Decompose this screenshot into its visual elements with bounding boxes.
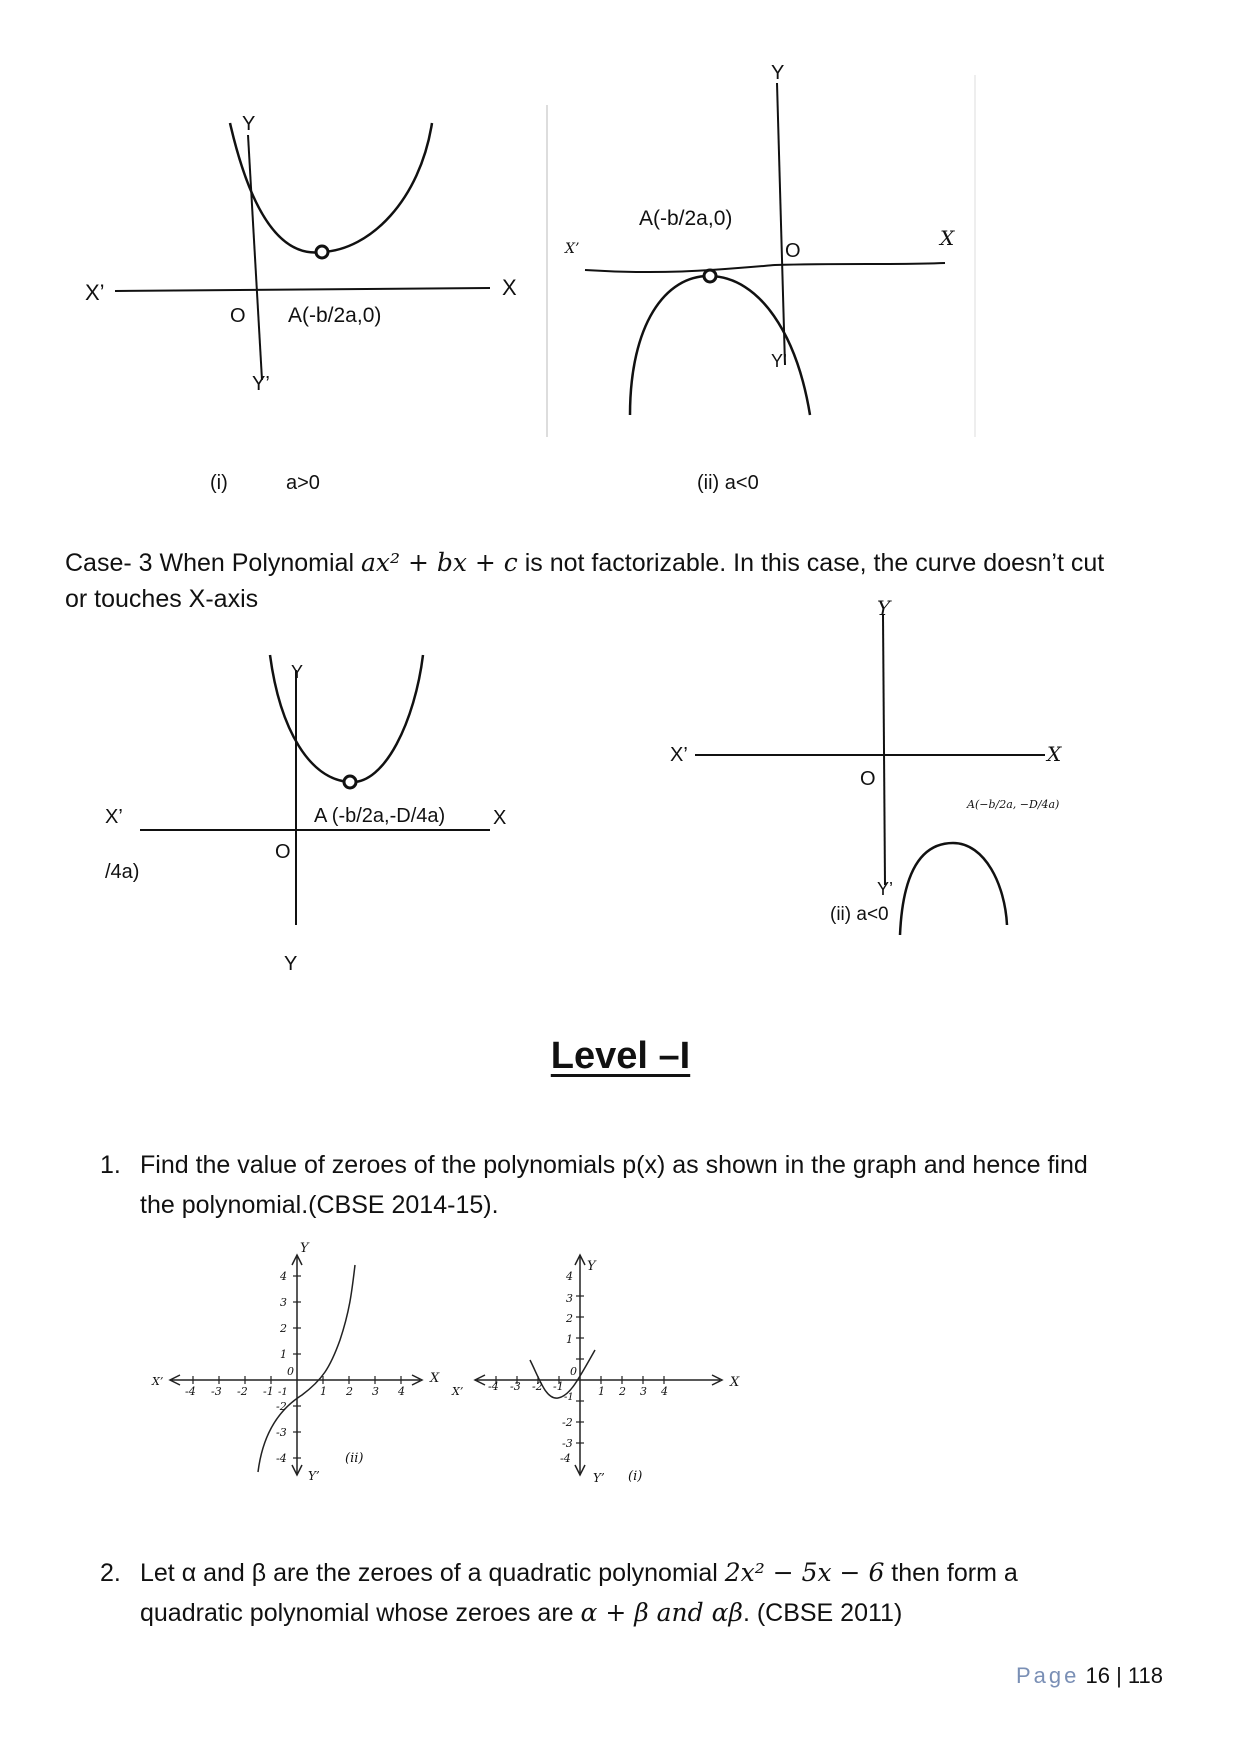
y-neg-label: Y’ xyxy=(771,351,788,371)
figure-mid-ii xyxy=(645,595,1125,975)
point-label: A (-b/2a,-D/4a) xyxy=(314,805,446,827)
graph-right xyxy=(450,1240,750,1490)
y-tick-2: 2 xyxy=(566,1312,573,1325)
y-axis xyxy=(883,615,885,885)
y-neg-label: Y’ xyxy=(252,373,270,395)
caption-i-condition: a>0 xyxy=(286,472,320,494)
y-tick-neg3: -3 xyxy=(562,1437,573,1450)
q2-line2-prefix: quadratic polynomial whose zeroes are xyxy=(140,1599,581,1627)
y-neg-label: Y’ xyxy=(877,879,894,899)
x-tick-0: 0 xyxy=(287,1365,294,1378)
case3-suffix: is not factorizable. In this case, the curve doesn’t cut xyxy=(517,549,1105,577)
parabola-down xyxy=(900,843,1007,935)
point-label: A(-b/2a,0) xyxy=(288,304,382,327)
y-tick-1: 1 xyxy=(566,1333,573,1346)
origin-label: O xyxy=(785,240,801,262)
y-neg-label: Y xyxy=(284,953,298,975)
q1-line2: the polynomial.(CBSE 2014-15). xyxy=(140,1191,499,1219)
origin-label: O xyxy=(275,841,291,863)
x-neg-label: X’ xyxy=(152,1375,164,1388)
x-label: X xyxy=(730,1375,740,1390)
origin-label: O xyxy=(230,305,246,327)
y-tick-2: 2 xyxy=(280,1322,287,1335)
page-footer xyxy=(1016,1663,1163,1689)
y-tick-1: 1 xyxy=(280,1348,287,1361)
case3-line2: or touches X-axis xyxy=(65,585,259,613)
x-tick-4: 4 xyxy=(661,1385,668,1398)
figure-mid-i xyxy=(85,640,605,1000)
y-neg-label: Y’ xyxy=(308,1469,320,1483)
q1-line1: Find the value of zeroes of the polynomials p(x) as shown in the graph and hence find xyxy=(140,1151,1088,1179)
case3-math: ax² + bx + c xyxy=(360,548,518,577)
x-tick-2: 2 xyxy=(619,1385,626,1398)
y-label: Y xyxy=(771,62,785,84)
y-tick-3: 3 xyxy=(280,1296,287,1309)
page-word: Page xyxy=(1015,1663,1080,1688)
y-tick-4: 4 xyxy=(280,1270,287,1283)
y-axis xyxy=(248,135,262,380)
graph-tag: (ii) xyxy=(345,1451,364,1466)
q2-line1-prefix: Let α and β are the zeroes of a quadratic polynomial xyxy=(140,1559,725,1587)
point-label: A(-b/2a,0) xyxy=(639,207,733,230)
x-tick-neg3: -3 xyxy=(211,1385,222,1398)
y-tick-neg2: -2 xyxy=(562,1416,573,1429)
figure-top-ii xyxy=(545,62,965,405)
x-neg-label: X’ xyxy=(452,1385,464,1398)
x-label: X xyxy=(430,1371,440,1386)
x-axis xyxy=(115,288,490,291)
x-tick-neg2: -2 xyxy=(532,1380,543,1393)
caption-ii: (ii) a<0 xyxy=(697,472,759,494)
graph-left xyxy=(150,1240,450,1490)
q2-line1-suffix: then form a xyxy=(884,1559,1018,1587)
y-tick-neg1: -1 xyxy=(564,1392,574,1403)
fragment-text: /4a) xyxy=(105,861,140,883)
y-label: Y xyxy=(242,113,256,135)
y-neg-label: Y’ xyxy=(593,1471,605,1485)
x-tick-neg3: -3 xyxy=(510,1380,521,1393)
x-tick-neg2: -2 xyxy=(237,1385,248,1398)
x-axis xyxy=(585,263,945,272)
q1-number: 1. xyxy=(100,1151,121,1179)
q2-line2-math: α + β and αβ xyxy=(580,1598,743,1627)
y-tick-3: 3 xyxy=(566,1292,573,1305)
x-label: X xyxy=(940,226,955,250)
x-tick-neg1: -1 xyxy=(263,1385,274,1398)
caption-label: (ii) a<0 xyxy=(830,904,889,925)
y-label: Y xyxy=(877,596,891,620)
q1-text xyxy=(140,1145,1160,1225)
point-label: A(−b/2a, −D/4a) xyxy=(967,798,1060,811)
x-neg-label: X’ xyxy=(565,241,580,257)
q2-number: 2. xyxy=(100,1559,121,1587)
caption-i-number: (i) xyxy=(210,472,228,494)
y-tick-neg2: -2 xyxy=(276,1400,287,1413)
case3-prefix: Case- 3 When Polynomial xyxy=(65,549,361,577)
x-tick-3: 3 xyxy=(640,1385,647,1398)
x-tick-3: 3 xyxy=(372,1385,379,1398)
x-neg-label: X’ xyxy=(85,280,105,305)
x-tick-neg4: -4 xyxy=(185,1385,196,1398)
x-label: X xyxy=(502,275,517,300)
page-total: 118 xyxy=(1127,1663,1163,1688)
y-tick-4: 4 xyxy=(566,1270,573,1283)
page-separator: | xyxy=(1116,1663,1122,1688)
page-current: 16 xyxy=(1085,1663,1110,1688)
touch-point xyxy=(704,270,716,282)
x-tick-4: 4 xyxy=(398,1385,405,1398)
q2-line1-math: 2x² − 5x − 6 xyxy=(724,1558,885,1587)
x-tick-neg4: -4 xyxy=(488,1380,499,1393)
y-tick-neg4: -4 xyxy=(276,1452,287,1465)
x-tick-1: 1 xyxy=(320,1385,327,1398)
y-tick-neg4: -4 xyxy=(560,1452,571,1465)
y-tick-neg3: -3 xyxy=(276,1426,287,1439)
y-label: Y xyxy=(291,662,304,682)
x-tick-0: 0 xyxy=(570,1365,577,1378)
parabola-up xyxy=(230,123,432,253)
y-tick-neg1: -1 xyxy=(278,1387,288,1398)
cubic-curve xyxy=(258,1265,355,1472)
graph-tag: (i) xyxy=(628,1469,643,1484)
origin-label: O xyxy=(860,768,876,790)
x-label: X xyxy=(493,807,507,829)
y-label: Y xyxy=(587,1259,596,1274)
x-tick-neg1: -1 xyxy=(553,1380,564,1393)
x-tick-2: 2 xyxy=(346,1385,353,1398)
x-neg-label: X’ xyxy=(670,744,688,766)
x-tick-1: 1 xyxy=(598,1385,605,1398)
q2-line2-suffix: . (CBSE 2011) xyxy=(742,1599,903,1627)
x-neg-label: X’ xyxy=(105,806,123,828)
x-label: X xyxy=(1047,742,1062,766)
level-heading: Level –I xyxy=(550,1035,691,1077)
touch-point xyxy=(316,246,328,258)
vertex-point xyxy=(344,776,356,788)
q2-text xyxy=(140,1553,1160,1633)
y-label: Y xyxy=(300,1241,309,1256)
